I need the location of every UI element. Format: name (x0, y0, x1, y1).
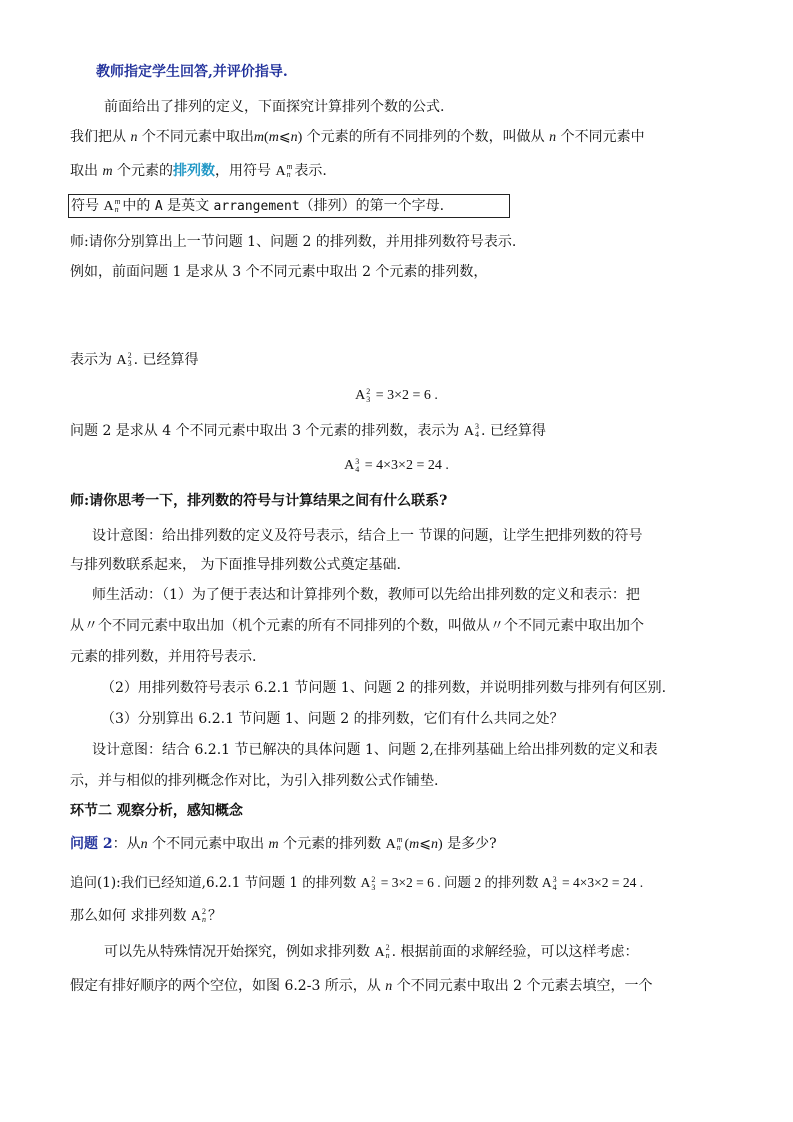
activity-3: （3）分别算出 6.2.1 节问题 1、问题 2 的排列数，它们有什么共同之处？ (101, 711, 564, 727)
text: 假定有排好顺序的两个空位，如图 6.2-3 所示，从 (70, 978, 386, 994)
formula-A43 (0, 456, 793, 476)
letter-A: A (154, 199, 163, 214)
symbol-A: A (344, 458, 355, 473)
activity-1-cont2: 元素的排列数，并用符号表示. (70, 649, 257, 665)
problem-label: 问题 2 (70, 836, 113, 852)
definition-line-1 (70, 127, 645, 148)
sup-sub (386, 944, 390, 960)
sup-sub (128, 352, 132, 368)
var-n: n (140, 837, 148, 852)
sup: m (396, 835, 403, 844)
sup-sub (475, 423, 479, 439)
text: 追问(1):我们已经知道,6.2.1 节问题 1 的排列数 (70, 875, 361, 891)
sup-sub (202, 908, 206, 924)
text: 个不同元素中取出 (147, 836, 269, 852)
section-heading: 环节二 观察分析，感知概念 (70, 803, 243, 819)
text: 个元素的所有不同排列的个数，叫做从 (302, 129, 550, 145)
symbol-A: A (116, 353, 127, 368)
symbol-A: A (275, 164, 286, 179)
var-m: m (409, 837, 420, 852)
text: 那么如何 求排列数 (70, 908, 191, 924)
teacher-instruction: 教师指定学生回答,并评价指导. (96, 64, 288, 80)
text: 表示. (294, 163, 327, 179)
text: = 3×2 = 6 . 问题 2 的排列数 (377, 875, 542, 890)
sup: m (114, 197, 121, 206)
leq-symbol: ⩽ (419, 837, 431, 852)
sup: 3 (355, 456, 360, 466)
symbol-A: A (103, 199, 114, 214)
text: 表示为 (70, 352, 117, 368)
text: = 3×2 = 6 . (372, 388, 438, 403)
intro-sentence: 前面给出了排列的定义，下面探究计算排列个数的公式. (104, 99, 445, 115)
var-n: n (385, 979, 393, 994)
activity-1-cont: 从〃个不同元素中取出加（机个元素的所有不同排列的个数，叫做从〃个不同元素中取出加个 (70, 618, 644, 634)
sub: 3 (371, 882, 376, 892)
term-permutation-number: 排列数 (173, 163, 216, 179)
text: 符号 (71, 198, 104, 214)
sub: n (114, 205, 119, 214)
text: 中的 (122, 198, 155, 214)
text: . 已经算得 (133, 352, 199, 368)
sup: 3 (552, 874, 557, 884)
symbol-A: A (385, 837, 396, 852)
text: 可以先从特殊情况开始探究，例如求排列数 (104, 944, 375, 960)
formula-A32 (0, 386, 793, 406)
text: . 根据前面的求解经验，可以这样考虑： (391, 944, 639, 960)
assumption-line (70, 976, 653, 997)
sub: n (396, 843, 401, 852)
sup: 2 (202, 907, 207, 916)
text: ) (438, 837, 443, 852)
definition-line-2 (70, 161, 327, 182)
text: ，用符号 (215, 163, 276, 179)
follow-up-1 (70, 873, 643, 893)
text: 是多少? (442, 836, 497, 852)
text: = 4×3×2 = 24 . (558, 875, 644, 890)
sup: 2 (127, 351, 132, 360)
example-line: 例如，前面问题 1 是求从 3 个不同元素中取出 2 个元素的排列数， (70, 264, 488, 280)
sup: 2 (371, 874, 376, 884)
text: 是英文 (162, 198, 214, 214)
leq-symbol: ⩽ (278, 130, 291, 145)
word-arrangement: arrangement (213, 199, 300, 214)
text: ：从 (112, 836, 141, 852)
text: （排列）的第一个字母. (299, 198, 445, 214)
var-m: m (268, 837, 279, 852)
symbol-A: A (360, 875, 371, 890)
sub: n (286, 170, 291, 179)
text: 取出 (70, 163, 103, 179)
text: ( (264, 130, 269, 145)
sub: 4 (552, 882, 557, 892)
design-intent-2: 设计意图：结合 6.2.1 节已解决的具体问题 1、问题 2,在排列基础上给出排列数的定义和表 (92, 742, 658, 758)
sup: 2 (366, 386, 371, 396)
text: . 已经算得 (481, 423, 546, 439)
text: ) (297, 130, 303, 145)
special-case-line (104, 942, 638, 963)
sup: 3 (475, 422, 479, 431)
text: 我们把从 (70, 129, 131, 145)
design-intent-1-cont: 与排列数联系起来， 为下面推导排列数公式奠定基础. (70, 557, 401, 573)
var-m: m (102, 164, 113, 179)
text: 问题 2 是求从 4 个不同元素中取出 3 个元素的排列数，表示为 (70, 423, 464, 439)
var-m: m (253, 130, 265, 145)
activity-1: 师生活动：（1）为了便于表达和计算排列个数，教师可以先给出排列数的定义和表示：把 (92, 587, 640, 603)
sup: 2 (385, 943, 390, 952)
text: 个不同元素中 (556, 129, 645, 145)
var-n: n (130, 130, 138, 145)
sup: m (286, 162, 293, 171)
symbol-A: A (374, 945, 385, 960)
symbol-A: A (541, 875, 552, 890)
symbol-A: A (355, 388, 366, 403)
sub: n (202, 915, 207, 924)
sup-sub (287, 163, 293, 179)
notation-line (70, 350, 198, 371)
sub: 4 (355, 464, 360, 474)
problem2-line (70, 421, 546, 442)
design-intent-2-cont: 示，并与相似的排列概念作对比，为引入排列数公式作铺垫. (70, 773, 439, 789)
sup-sub (355, 458, 359, 474)
problem-2-question (70, 834, 497, 855)
sup-sub (397, 836, 403, 852)
teacher-question: 师:请你分别算出上一节问题 1、问题 2 的排列数，并用排列数符号表示. (70, 234, 517, 250)
sub: 3 (127, 359, 132, 368)
sup-sub (553, 876, 557, 892)
text: 个元素的 (112, 163, 174, 179)
design-intent-1: 设计意图：给出排列数的定义及符号表示，结合上一 节课的问题，让学生把排列数的符号 (92, 528, 643, 544)
var-n: n (290, 130, 298, 145)
sub: 4 (475, 430, 479, 439)
var-m: m (268, 130, 279, 145)
symbol-A: A (463, 424, 474, 439)
note-text (71, 196, 444, 217)
teacher-think-question: 师:请你思考一下，排列数的符号与计算结果之间有什么联系? (70, 493, 448, 509)
var-n: n (431, 837, 438, 852)
text: ？ (208, 908, 223, 924)
text: 个不同元素中取出 2 个元素去填空，一个 (392, 978, 653, 994)
var-n: n (549, 130, 557, 145)
text: 个元素的排列数 (278, 836, 386, 852)
sup-sub (366, 388, 370, 404)
activity-2: （2）用排列数符号表示 6.2.1 节问题 1、问题 2 的排列数，并说明排列数与排列有何区别. (101, 680, 667, 696)
sub: 3 (366, 394, 371, 404)
sup-sub (115, 198, 121, 214)
text: ( (404, 837, 410, 852)
symbol-A: A (190, 909, 202, 924)
sup-sub (371, 876, 375, 892)
sub: n (385, 951, 390, 960)
follow-up-1-question (70, 906, 222, 927)
text: 个不同元素中取出 (137, 129, 254, 145)
text: = 4×3×2 = 24 . (361, 458, 449, 473)
